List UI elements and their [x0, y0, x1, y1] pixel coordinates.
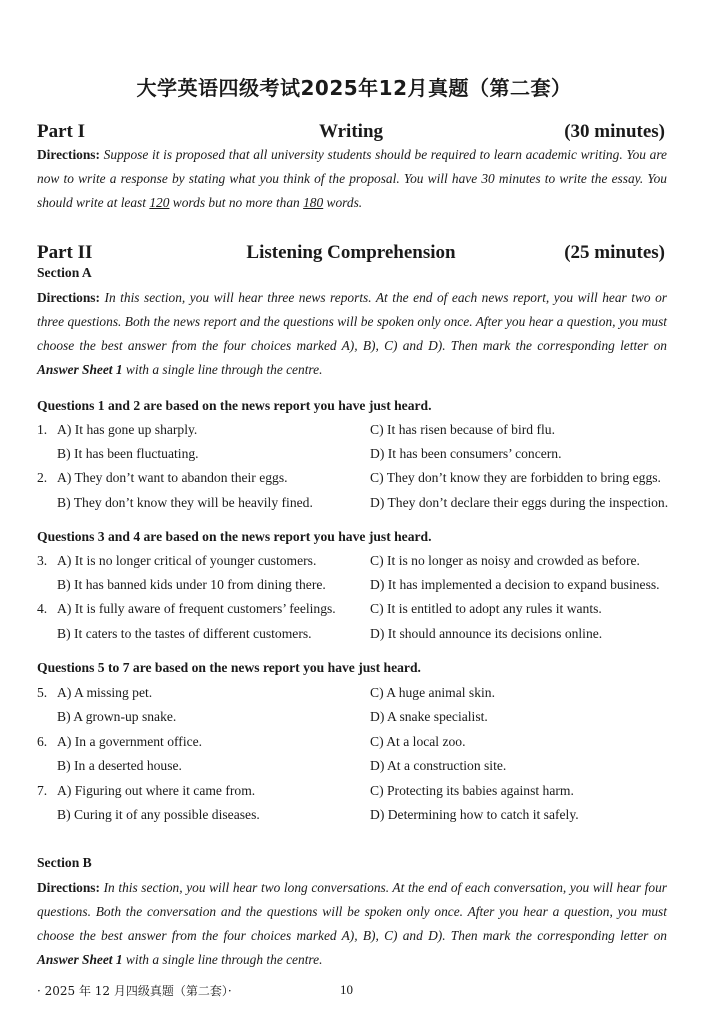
section-b-label: Section B: [37, 855, 92, 870]
section-a-directions: [37, 286, 667, 382]
choice-b: B) It has been fluctuating.: [57, 446, 199, 461]
question-number: 7.: [37, 783, 48, 798]
choice-a: A) In a government office.: [57, 734, 203, 749]
part1-time: (30 minutes): [564, 121, 665, 142]
question-row: [37, 577, 677, 599]
choice-b: B) A grown-up snake.: [57, 709, 177, 724]
question-number: 6.: [37, 734, 48, 749]
part2-time: (25 minutes): [564, 242, 665, 263]
min-words: 120: [149, 195, 170, 210]
choice-d: D) It should announce its decisions online.: [370, 626, 603, 641]
part2-label: Part II: [37, 242, 93, 263]
question-row: [37, 758, 677, 780]
part2-name: Listening Comprehension: [246, 242, 456, 263]
question-row: [37, 626, 677, 648]
choice-c: C) It is entitled to adopt any rules it wants.: [370, 601, 602, 616]
choice-b: B) It caters to the tastes of different customers.: [57, 626, 312, 641]
question-group-heading: Questions 1 and 2 are based on the news report you have just heard.: [37, 398, 432, 413]
question-row: [37, 601, 677, 623]
question-row: [37, 709, 677, 731]
choice-c: C) It is no longer as noisy and crowded as before.: [370, 553, 640, 568]
choice-c: C) It has risen because of bird flu.: [370, 422, 555, 437]
directions-text: with a single line through the centre.: [122, 362, 323, 377]
directions-label: Directions:: [37, 290, 100, 305]
section-a-label: Section A: [37, 265, 92, 280]
choice-b: B) In a deserted house.: [57, 758, 182, 773]
choice-b: B) It has banned kids under 10 from dining there.: [57, 577, 326, 592]
directions-text: with a single line through the centre.: [122, 952, 323, 967]
choice-d: D) They don’t declare their eggs during the inspection.: [370, 495, 669, 510]
page-title: 大学英语四级考试2025年12月真题（第二套）: [136, 76, 572, 100]
question-row: [37, 422, 677, 444]
question-number: 1.: [37, 422, 48, 437]
answer-sheet-ref: Answer Sheet 1: [37, 952, 123, 967]
choice-a: A) Figuring out where it came from.: [57, 783, 256, 798]
question-row: [37, 734, 677, 756]
choice-a: A) It has gone up sharply.: [57, 422, 198, 437]
choice-d: D) Determining how to catch it safely.: [370, 807, 579, 822]
question-group-heading: Questions 5 to 7 are based on the news report you have just heard.: [37, 660, 421, 675]
part1-name: Writing: [318, 121, 384, 142]
question-number: 5.: [37, 685, 48, 700]
directions-label: Directions:: [37, 880, 100, 895]
choice-c: C) Protecting its babies against harm.: [370, 783, 574, 798]
choice-a: A) They don’t want to abandon their eggs.: [57, 470, 288, 485]
directions-label: Directions:: [37, 147, 100, 162]
choice-c: C) A huge animal skin.: [370, 685, 495, 700]
question-row: [37, 495, 677, 517]
answer-sheet-ref: Answer Sheet 1: [37, 362, 123, 377]
choice-b: B) Curing it of any possible diseases.: [57, 807, 260, 822]
choice-b: B) They don’t know they will be heavily fined.: [57, 495, 313, 510]
choice-a: A) A missing pet.: [57, 685, 153, 700]
choice-a: A) It is fully aware of frequent customers’ feelings.: [57, 601, 336, 616]
choice-d: D) A snake specialist.: [370, 709, 488, 724]
question-number: 3.: [37, 553, 48, 568]
question-row: [37, 446, 677, 468]
choice-d: D) At a construction site.: [370, 758, 507, 773]
choice-c: C) They don’t know they are forbidden to bring eggs.: [370, 470, 661, 485]
question-number: 2.: [37, 470, 48, 485]
choice-a: A) It is no longer critical of younger customers.: [57, 553, 317, 568]
question-row: [37, 470, 677, 492]
page-number: 10: [340, 982, 353, 997]
choice-c: C) At a local zoo.: [370, 734, 466, 749]
question-row: [37, 807, 677, 829]
part1-label: Part I: [37, 121, 86, 142]
choice-d: D) It has been consumers’ concern.: [370, 446, 562, 461]
footer-label: · 2025 年 12 月四级真题（第二套）·: [37, 984, 232, 998]
question-row: [37, 553, 677, 575]
choice-d: D) It has implemented a decision to expand business.: [370, 577, 660, 592]
question-row: [37, 685, 677, 707]
question-group-heading: Questions 3 and 4 are based on the news report you have just heard.: [37, 529, 432, 544]
directions-text: Suppose it is proposed that all university students should be required to learn academic writing. You are now to write a response by stating what you think of the proposal. You will have 30 minutes to write the essay. You should write at least: [37, 147, 667, 210]
section-b-directions: [37, 876, 667, 972]
directions-text: words but no more than: [169, 195, 304, 210]
question-number: 4.: [37, 601, 48, 616]
question-row: [37, 783, 677, 805]
directions-text: In this section, you will hear three news reports. At the end of each news report, you will hear two or three questions. Both the news report and the questions will be spoken only once. After you hear a question, you must choose the best answer from the four choices marked A), B), C) and D). Then mark the corresponding letter on: [37, 290, 667, 353]
part1-directions: [37, 143, 667, 215]
directions-text: In this section, you will hear two long conversations. At the end of each conversation, you will hear four questions. Both the conversation and the questions will be spoken only once. After you hear a question, you must choose the best answer from the four choices marked A), B), C) and D). Then mark the corresponding letter on: [37, 880, 667, 943]
max-words: 180: [303, 195, 324, 210]
directions-text: words.: [323, 195, 363, 210]
